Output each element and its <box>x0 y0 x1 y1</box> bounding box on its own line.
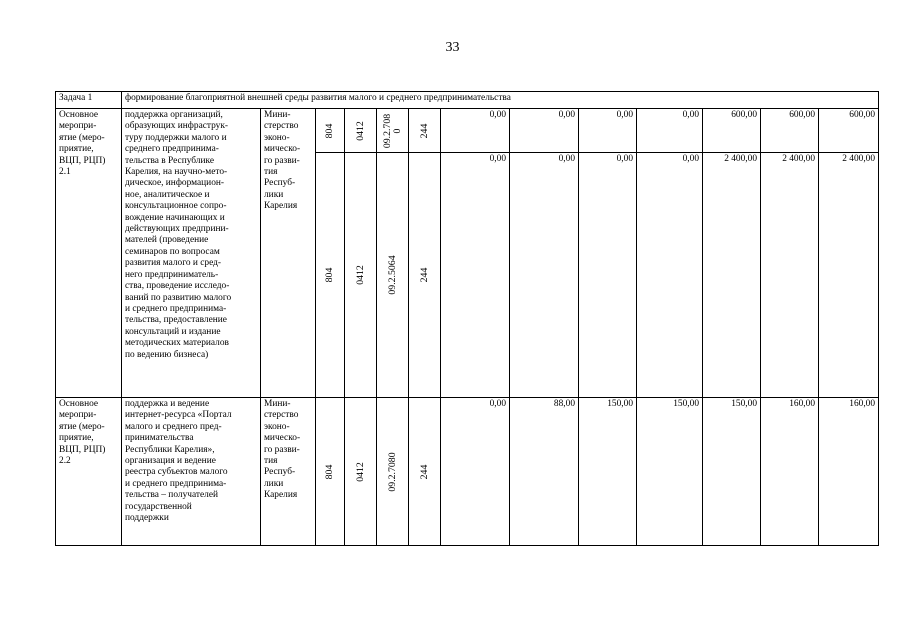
event-cell: Основное меропри- ятие (меро- приятие, ВЦП, РЦП) 2.1 <box>56 109 122 398</box>
rzpr-cell: 0412 <box>345 153 377 398</box>
executor-cell: Мини- стерство эконо- мическо- го разви- тия Респуб- лики Карелия <box>261 398 316 546</box>
value-cell: 0,00 <box>510 109 579 153</box>
value-cell: 160,00 <box>761 398 819 546</box>
csr-cell: 09.2.708 0 <box>377 109 409 153</box>
grbs-cell: 804 <box>316 153 345 398</box>
value-cell: 2 400,00 <box>703 153 761 398</box>
value-cell: 150,00 <box>637 398 703 546</box>
executor-cell: Мини- стерство эконо- мическо- го разви- тия Респуб- лики Карелия <box>261 109 316 398</box>
value-cell: 0,00 <box>637 109 703 153</box>
value-cell: 0,00 <box>637 153 703 398</box>
event-cell: Основное меропри- ятие (меро- приятие, ВЦП, РЦП) 2.2 <box>56 398 122 546</box>
value-cell: 600,00 <box>819 109 879 153</box>
value-cell: 0,00 <box>441 153 510 398</box>
value-cell: 600,00 <box>703 109 761 153</box>
grbs-cell: 804 <box>316 398 345 546</box>
page-number: 33 <box>445 40 460 55</box>
value-cell: 2 400,00 <box>761 153 819 398</box>
value-cell: 600,00 <box>761 109 819 153</box>
value-cell: 150,00 <box>579 398 637 546</box>
vr-cell: 244 <box>409 153 441 398</box>
value-cell: 88,00 <box>510 398 579 546</box>
rzpr-cell: 0412 <box>345 398 377 546</box>
task-label: Задача 1 <box>56 92 122 109</box>
table-row <box>56 398 879 546</box>
vr-cell: 244 <box>409 398 441 546</box>
description-cell: поддержка и ведение интернет-ресурса «Портал малого и среднего пред- принимательства Республики Карелия», организация и ведение реестра субъектов малого и среднего предпринима- тельства – получателей государственной поддержки <box>122 398 261 546</box>
budget-table <box>55 91 879 546</box>
task-row <box>56 92 879 109</box>
vr-cell: 244 <box>409 109 441 153</box>
rzpr-cell: 0412 <box>345 109 377 153</box>
value-cell: 160,00 <box>819 398 879 546</box>
value-cell: 0,00 <box>579 109 637 153</box>
csr-cell: 09.2.5064 <box>377 153 409 398</box>
value-cell: 0,00 <box>579 153 637 398</box>
value-cell: 2 400,00 <box>819 153 879 398</box>
value-cell: 0,00 <box>441 398 510 546</box>
task-text: формирование благоприятной внешней среды развития малого и среднего предпринимательства <box>122 92 879 109</box>
table-row <box>56 109 879 153</box>
value-cell: 150,00 <box>703 398 761 546</box>
csr-cell: 09.2.7080 <box>377 398 409 546</box>
description-cell: поддержка организаций, образующих инфраструк- туру поддержки малого и среднего предпринима- тельства в Республике Карелия, на научно-мето- дическое, информацион- ное, аналитическое и консультационное сопро- вождение начинающих и действующих предприни- мателей (проведение семинаров по вопросам развития малого и сред- него предприниматель- ства, проведение исследо- ваний по развитию малого и среднего предпринима- тельства, предоставление консультаций и издание методических материалов по ведению бизнеса) <box>122 109 261 398</box>
value-cell: 0,00 <box>441 109 510 153</box>
grbs-cell: 804 <box>316 109 345 153</box>
value-cell: 0,00 <box>510 153 579 398</box>
